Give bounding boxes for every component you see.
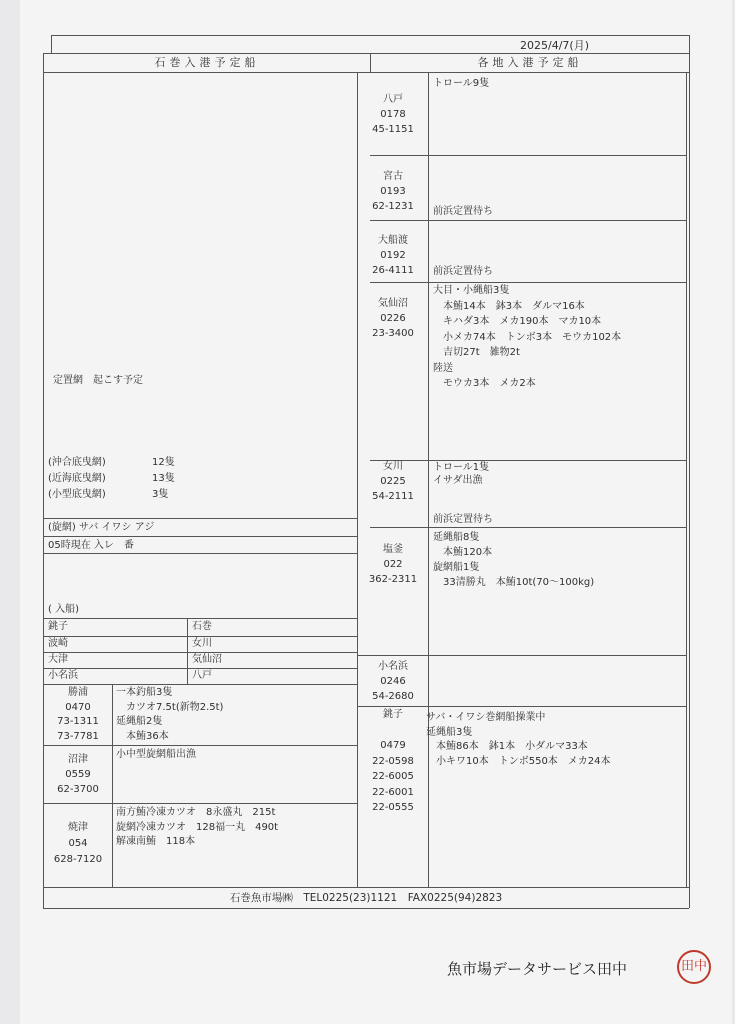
- south-port-divider: [112, 684, 113, 887]
- nyusen-from-2: 波崎: [48, 638, 68, 649]
- footer-bottom: [43, 908, 689, 909]
- nyusen-from-4: 小名浜: [48, 670, 78, 681]
- sokobiki-count-3: 3隻: [152, 489, 169, 500]
- row-sep: [370, 155, 686, 156]
- miyako-detail: 前浜定置待ち: [433, 206, 493, 217]
- nyusen-divider: [187, 618, 188, 684]
- report-date: 2025/4/7(月): [520, 39, 589, 52]
- kesennuma-detail: 大目・小縄船3隻 本鮪14本 鉢3本 ダルマ16本 キハダ3本 メカ190本 マカ10本 小メカ74本 トンボ3本 モウカ102本 吉切27t 雑物2t 陸送 モウカ3本 メカ2本: [433, 285, 622, 389]
- frame-top: [51, 35, 689, 36]
- nyusen-to-3: 気仙沼: [192, 654, 222, 665]
- header-ishinomaki: 石巻入港予定船: [154, 56, 260, 69]
- frame-right: [689, 35, 690, 908]
- port-numazu: 沼津 0559 62-3700: [57, 754, 99, 795]
- row-sep: [357, 655, 686, 656]
- port-hachinohe: 八戸 0178 45-1151: [372, 94, 414, 135]
- port-choshi: 銚子 0479 22-0598 22-6005 22-6001 22-0555: [372, 709, 414, 813]
- row-sep: [43, 518, 357, 519]
- row-sep: [43, 536, 357, 537]
- katsuura-detail: 一本釣船3隻 カツオ7.5t(新物2.5t) 延縄船2隻 本鮪36本: [116, 687, 224, 742]
- port-katsuura: 勝浦 0470 73-1311 73-7781: [57, 687, 99, 742]
- onagawa-detail: トロール1隻 イサダ出漁 前浜定置待ち: [433, 462, 493, 525]
- header-top-line: [43, 53, 689, 54]
- sokobiki-label-1: (沖合底曳網): [48, 457, 106, 468]
- nyusen-to-4: 八戸: [192, 670, 212, 681]
- port-onahama: 小名浜 0246 54-2680: [372, 661, 414, 702]
- port-onagawa: 女川 0225 54-2111: [372, 461, 414, 502]
- ofunato-detail: 前浜定置待ち: [433, 266, 493, 277]
- teichi-note: 定置網 起こす予定: [53, 375, 143, 386]
- nyusen-from-1: 銚子: [48, 621, 68, 632]
- row-sep: [370, 527, 686, 528]
- port-kesennuma: 気仙沼 0226 23-3400: [372, 298, 414, 339]
- port-shiogama: 塩釜 022 362-2311: [368, 544, 418, 585]
- senmo-species: (旋網) サバ イワシ アジ: [48, 522, 155, 533]
- frame-bottom: [43, 887, 689, 888]
- sokobiki-count-2: 13隻: [152, 473, 175, 484]
- right-col-right-border: [686, 72, 687, 887]
- port-miyako: 宮古 0193 62-1231: [372, 171, 414, 212]
- row-sep: [43, 745, 357, 746]
- numazu-detail: 小中型旋網船出漁: [116, 749, 196, 760]
- hachinohe-detail: トロール9隻: [433, 78, 490, 89]
- yaizu-detail: 南方鮪冷凍カツオ 8永盛丸 215t 旋網冷凍カツオ 128福一丸 490t 解凍南鮪 118本: [116, 807, 279, 847]
- row-sep: [43, 618, 357, 619]
- senmo-status: 05時現在 入レ 番: [48, 540, 134, 551]
- footer-contact: 石巻魚市場㈱ TEL0225(23)1121 FAX0225(94)2823: [229, 892, 503, 904]
- nyusen-to-2: 女川: [192, 638, 212, 649]
- port-ofunato: 大船渡 0192 26-4111: [372, 235, 414, 276]
- sokobiki-label-2: (近海底曳網): [48, 473, 106, 484]
- nyusen-title: ( 入船): [48, 604, 79, 615]
- nyusen-from-3: 大津: [48, 654, 68, 665]
- nyusen-to-1: 石巻: [192, 621, 212, 632]
- row-sep: [43, 553, 357, 554]
- shiogama-detail: 延縄船8隻 本鮪120本 旋網船1隻 33清勝丸 本鮪10t(70～100kg): [433, 532, 595, 588]
- sokobiki-label-3: (小型底曳網): [48, 489, 106, 500]
- row-sep: [43, 684, 357, 685]
- document-page: [20, 0, 732, 1024]
- port-yaizu: 焼津 054 628-7120: [53, 822, 103, 865]
- header-bottom-line: [43, 72, 689, 73]
- row-sep: [370, 220, 686, 221]
- frame-left-top: [51, 35, 52, 53]
- row-sep: [43, 803, 357, 804]
- choshi-detail: サバ・イワシ巻網船操業中 延縄船3隻 本鮪86本 鉢1本 小ダルマ33本 小キワ10本 トンボ550本 メカ24本: [426, 712, 611, 767]
- signature: 魚市場データサービス田中: [447, 960, 628, 978]
- header-other-ports: 各地入港予定船: [477, 56, 583, 69]
- seal-stamp: 田中: [677, 950, 711, 984]
- sokobiki-count-1: 12隻: [152, 457, 175, 468]
